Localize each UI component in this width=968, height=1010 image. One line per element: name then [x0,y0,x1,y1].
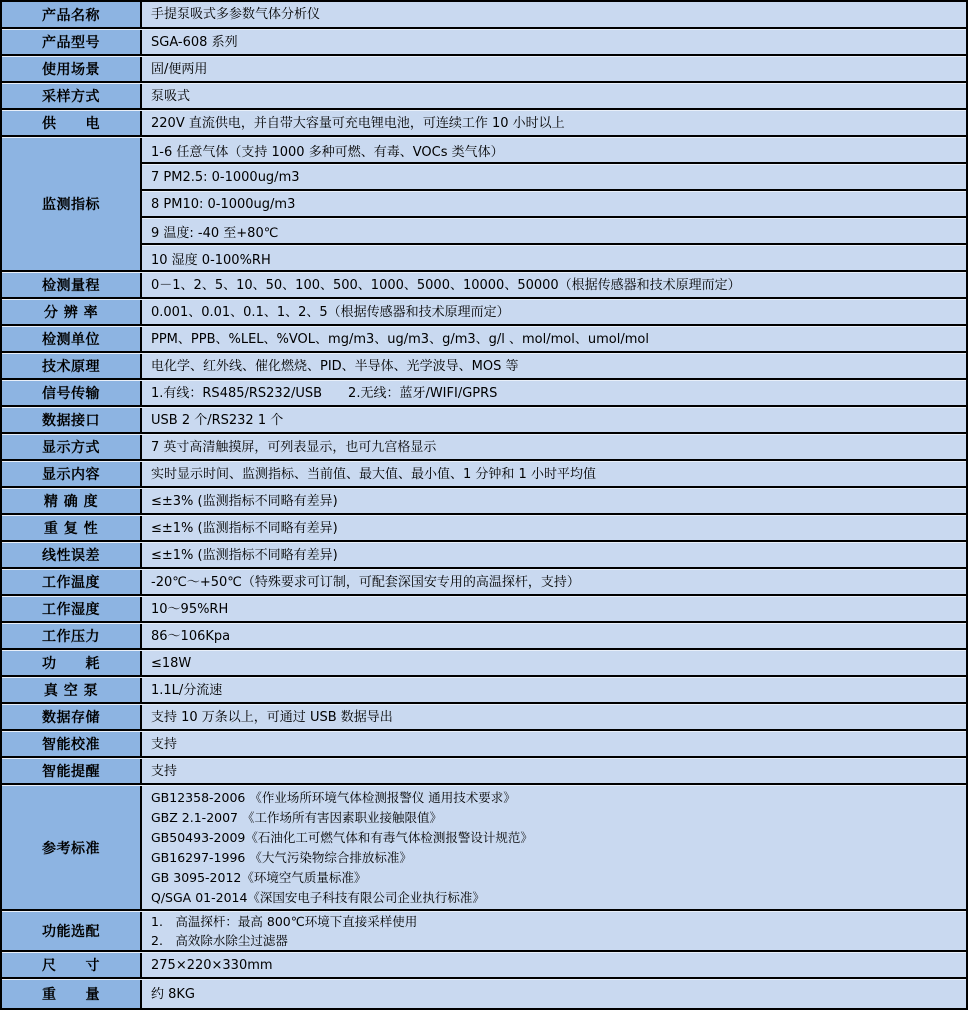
spec-value-cell [142,489,966,513]
spec-row [2,2,966,29]
spec-value-cell [142,462,966,486]
spec-label: 数据存储 [2,705,142,729]
spec-label: 智能校准 [2,732,142,756]
spec-value-text: GB12358-2006 《作业场所环境气体检测报警仪 通用技术要求》 [151,789,516,805]
spec-value-cell [142,30,966,54]
spec-value-cell [142,980,966,1008]
spec-row [2,677,966,704]
spec-row [2,434,966,461]
spec-row [2,29,966,56]
spec-row [2,515,966,542]
spec-value-text: SGA-608 系列 [151,34,238,50]
spec-label: 产品名称 [2,2,142,27]
spec-row [2,731,966,758]
spec-label: 重 量 [2,980,142,1008]
spec-value-cell [142,57,966,81]
spec-row [2,650,966,677]
spec-value-cell [142,570,966,594]
spec-label: 检测量程 [2,273,142,297]
spec-value-text: USB 2 个/RS232 1 个 [151,412,284,428]
spec-value-cell [142,273,966,297]
spec-label: 使用场景 [2,57,142,81]
spec-value-cell [142,651,966,675]
spec-value-cell [142,300,966,324]
spec-value-cell [142,516,966,540]
spec-value-text: -20℃～+50℃（特殊要求可订制，可配套深国安专用的高温探杆，支持） [151,574,580,590]
spec-value-text: 0－1、2、5、10、50、100、500、1000、5000、10000、50000（根据传感器和技术原理而定） [151,277,741,293]
spec-row [2,83,966,110]
spec-row [2,56,966,83]
spec-value-text: 86～106Kpa [151,628,231,644]
spec-value-text: PPM、PPB、%LEL、%VOL、mg/m3、ug/m3、g/m3、g/l 、mol/mol、umol/mol [151,331,649,347]
spec-value-text: 1. 高温探杆：最高 800℃环境下直接采样使用 [151,914,418,929]
spec-row [2,596,966,623]
spec-value-text: 275×220×330mm [151,957,273,973]
spec-row [2,979,966,1008]
spec-value-text: Q/SGA 01-2014《深国安电子科技有限公司企业执行标准》 [151,889,485,905]
spec-value-text: 8 PM10: 0-1000ug/m3 [142,191,966,218]
spec-value-text: ≤±1% (监测指标不同略有差异) [151,520,338,536]
spec-value-cell [142,953,966,977]
spec-value-cell [142,138,966,270]
spec-value-text: 泵吸式 [151,88,191,104]
spec-value-text: 1.有线：RS485/RS232/USB 2.无线：蓝牙/WIFI/GPRS [151,385,498,401]
spec-value-cell [142,786,966,909]
spec-value-text: 9 温度: -40 至+80℃ [142,218,966,245]
spec-row [2,758,966,785]
spec-label: 工作湿度 [2,597,142,621]
spec-label: 智能提醒 [2,759,142,783]
spec-value-text: ≤±1% (监测指标不同略有差异) [151,547,338,563]
spec-value-text: 约 8KG [151,986,196,1002]
spec-value-text: 手提泵吸式多参数气体分析仪 [151,7,321,22]
spec-label: 数据接口 [2,408,142,432]
spec-value-text: ≤±3% (监测指标不同略有差异) [151,493,338,509]
spec-value-text: 10～95%RH [151,601,229,617]
spec-value-text: 1.1L/分流速 [151,682,223,698]
spec-value-cell [142,678,966,702]
spec-label: 采样方式 [2,84,142,108]
spec-label: 监测指标 [2,138,142,270]
spec-row [2,461,966,488]
spec-value-text: 2. 高效除水除尘过滤器 [151,933,288,948]
spec-value-text: 1-6 任意气体（支持 1000 多种可燃、有毒、VOCs 类气体） [142,138,966,164]
spec-row [2,488,966,515]
spec-row [2,272,966,299]
spec-label: 显示内容 [2,462,142,486]
spec-row [2,137,966,272]
spec-value-text: 支持 [151,763,178,779]
spec-label: 分 辨 率 [2,300,142,324]
spec-value-cell [142,84,966,108]
spec-label: 尺 寸 [2,953,142,977]
spec-label: 参考标准 [2,786,142,909]
spec-value-text: 7 英寸高清触摸屏，可列表显示，也可九宫格显示 [151,439,437,455]
spec-row [2,299,966,326]
spec-row [2,326,966,353]
spec-value-text: ≤18W [151,655,192,671]
spec-value-text: 固/便两用 [151,61,208,77]
spec-value-text: GB 3095-2012《环境空气质量标准》 [151,869,367,885]
spec-label: 精 确 度 [2,489,142,513]
spec-value-cell [142,624,966,648]
spec-value-text: 7 PM2.5: 0-1000ug/m3 [142,164,966,191]
spec-value-cell [142,354,966,378]
spec-label: 真 空 泵 [2,678,142,702]
spec-label: 显示方式 [2,435,142,459]
spec-value-cell [142,705,966,729]
spec-row [2,353,966,380]
spec-value-cell [142,111,966,135]
spec-label: 重 复 性 [2,516,142,540]
spec-value-text: 电化学、红外线、催化燃烧、PID、半导体、光学波导、MOS 等 [151,358,519,374]
spec-label: 检测单位 [2,327,142,351]
spec-row [2,542,966,569]
spec-value-text: 10 湿度 0-100%RH [142,245,966,270]
spec-label: 信号传输 [2,381,142,405]
spec-row [2,785,966,911]
spec-row [2,952,966,979]
spec-value-text: GB50493-2009《石油化工可燃气体和有毒气体检测报警设计规范》 [151,829,533,845]
spec-value-cell [142,381,966,405]
spec-value-cell [142,759,966,783]
spec-value-text: 220V 直流供电，并自带大容量可充电锂电池，可连续工作 10 小时以上 [151,115,565,131]
spec-row [2,623,966,650]
spec-value-cell [142,327,966,351]
spec-row [2,569,966,596]
spec-label: 功 耗 [2,651,142,675]
spec-row [2,407,966,434]
spec-value-cell [142,543,966,567]
spec-value-cell [142,597,966,621]
spec-value-text: 实时显示时间、监测指标、当前值、最大值、最小值、1 分钟和 1 小时平均值 [151,466,596,482]
spec-value-cell [142,408,966,432]
spec-label: 线性误差 [2,543,142,567]
spec-row [2,110,966,137]
spec-value-text: GB16297-1996 《大气污染物综合排放标准》 [151,849,412,865]
spec-label: 技术原理 [2,354,142,378]
spec-label: 功能选配 [2,912,142,950]
spec-value-cell [142,732,966,756]
spec-row [2,380,966,407]
spec-value-cell [142,912,966,950]
spec-value-text: 支持 [151,736,178,752]
spec-label: 产品型号 [2,30,142,54]
spec-row [2,704,966,731]
spec-label: 工作压力 [2,624,142,648]
spec-label: 供 电 [2,111,142,135]
spec-value-cell [142,435,966,459]
spec-value-cell [142,2,966,27]
spec-row [2,911,966,952]
spec-value-text: 支持 10 万条以上，可通过 USB 数据导出 [151,709,393,725]
spec-value-text: 0.001、0.01、0.1、1、2、5（根据传感器和技术原理而定） [151,304,510,320]
spec-value-text: GBZ 2.1-2007 《工作场所有害因素职业接触限值》 [151,809,442,825]
spec-label: 工作温度 [2,570,142,594]
